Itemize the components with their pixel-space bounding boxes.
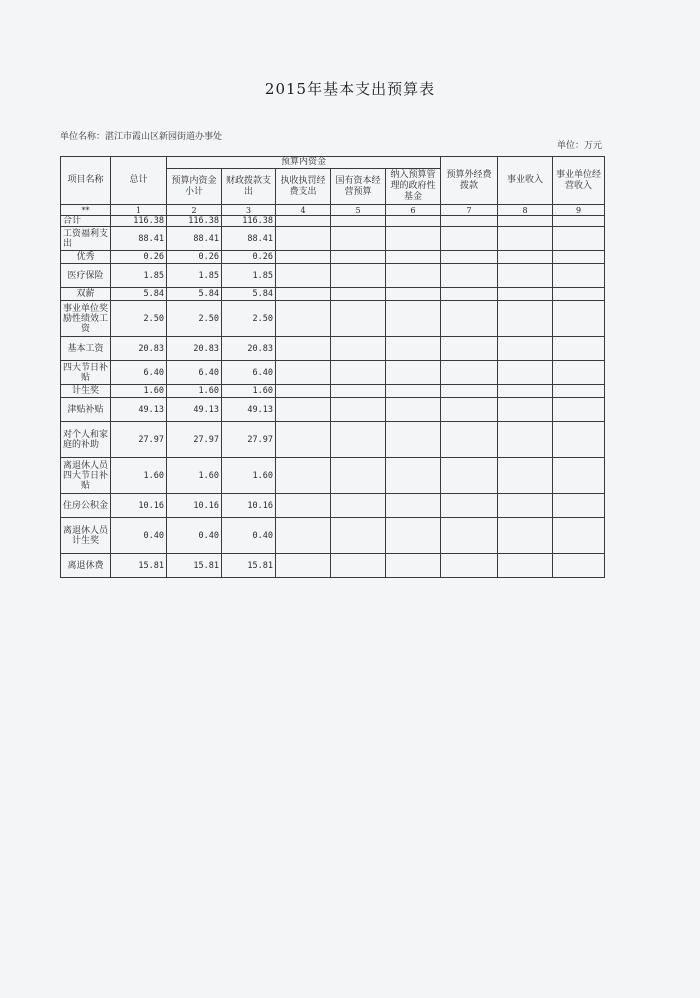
cell-fiscal: 116.38 [222, 216, 276, 227]
cell-subtotal: 1.60 [167, 458, 222, 494]
header-fiscal: 财政拨款支出 [222, 169, 276, 205]
table-row [61, 494, 605, 518]
cell-subtotal: 88.41 [167, 227, 222, 251]
cell-fiscal: 20.83 [222, 337, 276, 361]
index-cell: 5 [331, 205, 386, 216]
cell-fiscal: 49.13 [222, 398, 276, 422]
row-name: 合计 [61, 216, 111, 227]
row-name: 双薪 [61, 288, 111, 301]
cell-fiscal: 1.85 [222, 264, 276, 288]
cell-subtotal: 1.85 [167, 264, 222, 288]
cell-fiscal: 0.26 [222, 251, 276, 264]
index-cell: ** [61, 205, 111, 216]
row-name: 四大节日补贴 [61, 361, 111, 385]
index-cell: 2 [167, 205, 222, 216]
table-row [61, 398, 605, 422]
cell-total: 20.83 [111, 337, 167, 361]
index-cell: 1 [111, 205, 167, 216]
table-row [61, 458, 605, 494]
cell-subtotal: 10.16 [167, 494, 222, 518]
row-name: 计生奖 [61, 385, 111, 398]
table-row [61, 337, 605, 361]
index-cell: 4 [276, 205, 331, 216]
header-fines: 执收执罚经费支出 [276, 169, 331, 205]
cell-fiscal: 88.41 [222, 227, 276, 251]
header-item-name: 项目名称 [61, 157, 111, 205]
index-cell: 6 [386, 205, 441, 216]
cell-fiscal: 10.16 [222, 494, 276, 518]
row-name: 优秀 [61, 251, 111, 264]
cell-total: 49.13 [111, 398, 167, 422]
index-cell: 9 [553, 205, 605, 216]
table-row [61, 554, 605, 578]
cell-subtotal: 2.50 [167, 301, 222, 337]
cell-total: 116.38 [111, 216, 167, 227]
cell-fiscal: 6.40 [222, 361, 276, 385]
header-extra-budget: 预算外经费拨款 [441, 157, 498, 205]
cell-subtotal: 15.81 [167, 554, 222, 578]
cell-subtotal: 27.97 [167, 422, 222, 458]
row-name: 事业单位奖励性绩效工资 [61, 301, 111, 337]
cell-subtotal: 0.26 [167, 251, 222, 264]
header-budget-group: 预算内资金 [167, 157, 441, 169]
cell-total: 10.16 [111, 494, 167, 518]
index-cell: 3 [222, 205, 276, 216]
cell-total: 1.60 [111, 458, 167, 494]
row-name: 津贴补贴 [61, 398, 111, 422]
table-row [61, 216, 605, 227]
cell-total: 1.60 [111, 385, 167, 398]
cell-total: 0.26 [111, 251, 167, 264]
table-row [61, 264, 605, 288]
row-name: 离退休人员四大节日补贴 [61, 458, 111, 494]
cell-total: 2.50 [111, 301, 167, 337]
cell-fiscal: 0.40 [222, 518, 276, 554]
cell-subtotal: 20.83 [167, 337, 222, 361]
header-subtotal: 预算内资金小计 [167, 169, 222, 205]
cell-fiscal: 1.60 [222, 458, 276, 494]
cell-subtotal: 49.13 [167, 398, 222, 422]
cell-subtotal: 116.38 [167, 216, 222, 227]
row-name: 工资福利支出 [61, 227, 111, 251]
table-row [61, 301, 605, 337]
unit-label: 单位：万元 [556, 141, 602, 151]
cell-total: 6.40 [111, 361, 167, 385]
cell-subtotal: 1.60 [167, 385, 222, 398]
index-cell: 7 [441, 205, 498, 216]
budget-table [60, 156, 605, 578]
cell-total: 0.40 [111, 518, 167, 554]
cell-total: 1.85 [111, 264, 167, 288]
unit-name: 单位名称：湛江市霞山区新园街道办事处 [60, 132, 223, 142]
header-business-income: 事业收入 [498, 157, 553, 205]
table-row [61, 518, 605, 554]
row-name: 离退休费 [61, 554, 111, 578]
header-total: 总计 [111, 157, 167, 205]
table-row [61, 227, 605, 251]
header-state-capital: 国有资本经营预算 [331, 169, 386, 205]
row-name: 基本工资 [61, 337, 111, 361]
cell-fiscal: 15.81 [222, 554, 276, 578]
index-cell: 8 [498, 205, 553, 216]
cell-subtotal: 0.40 [167, 518, 222, 554]
table-row [61, 288, 605, 301]
cell-fiscal: 2.50 [222, 301, 276, 337]
cell-total: 88.41 [111, 227, 167, 251]
page-title: 2015年基本支出预算表 [264, 80, 436, 98]
cell-fiscal: 27.97 [222, 422, 276, 458]
row-name: 医疗保险 [61, 264, 111, 288]
row-name: 对个人和家庭的补助 [61, 422, 111, 458]
header-gov-fund: 纳入预算管理的政府性基金 [386, 169, 441, 205]
table-row [61, 422, 605, 458]
cell-subtotal: 6.40 [167, 361, 222, 385]
header-operating-income: 事业单位经营收入 [553, 157, 605, 205]
row-name: 住房公积金 [61, 494, 111, 518]
table-row [61, 361, 605, 385]
cell-fiscal: 5.84 [222, 288, 276, 301]
cell-total: 5.84 [111, 288, 167, 301]
table-row [61, 251, 605, 264]
cell-subtotal: 5.84 [167, 288, 222, 301]
cell-fiscal: 1.60 [222, 385, 276, 398]
row-name: 离退休人员计生奖 [61, 518, 111, 554]
table-row [61, 385, 605, 398]
cell-total: 27.97 [111, 422, 167, 458]
cell-total: 15.81 [111, 554, 167, 578]
